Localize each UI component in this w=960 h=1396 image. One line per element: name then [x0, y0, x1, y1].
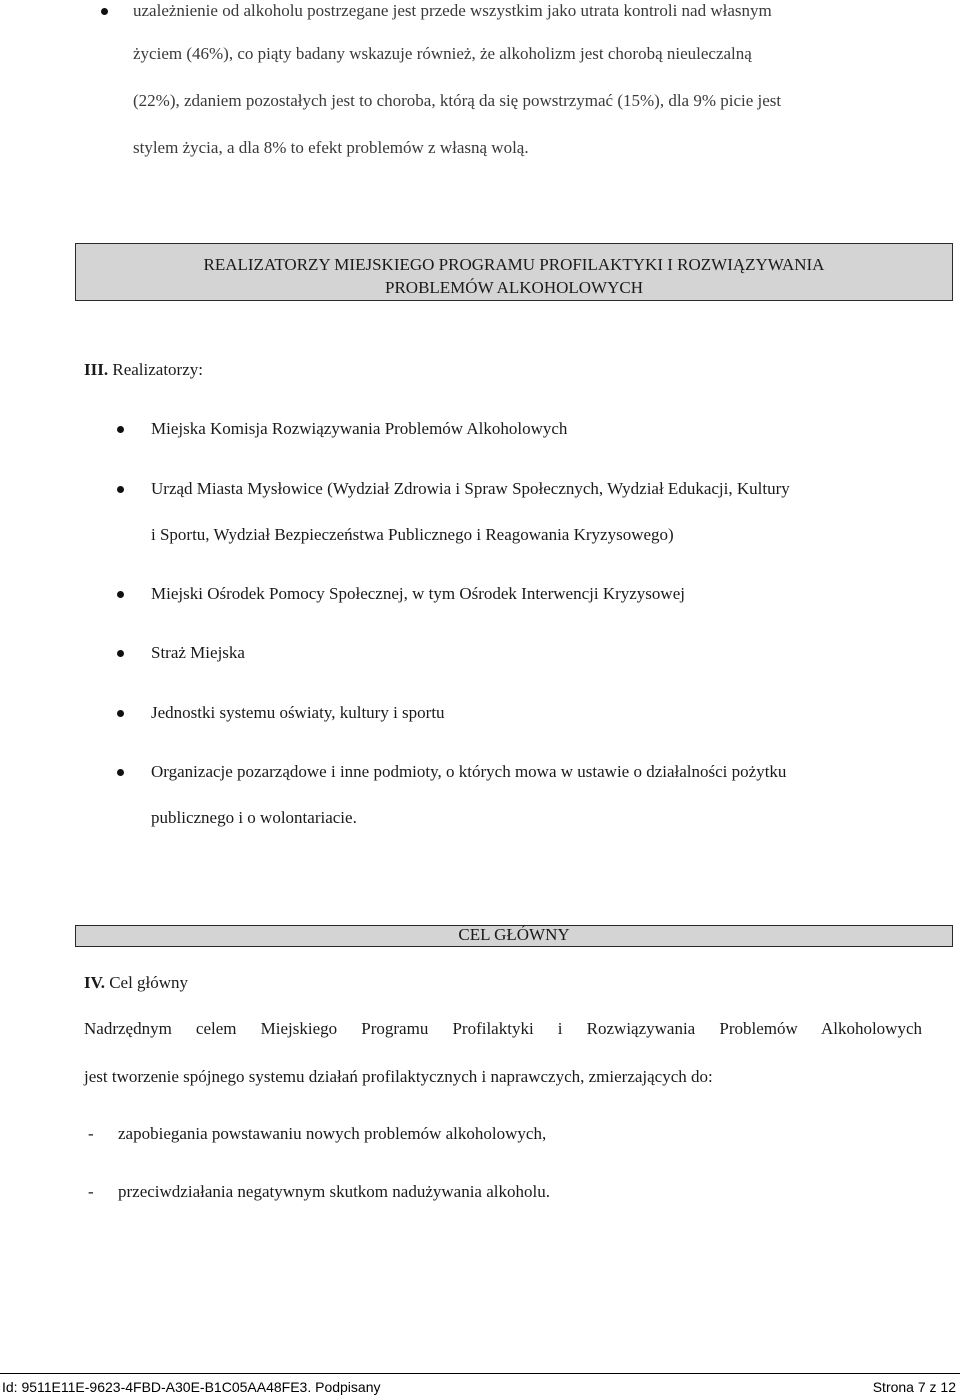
realizator-bullet-dot	[117, 426, 124, 433]
realizator-bullet-dot	[117, 769, 124, 776]
realizator-item-6-line-2: publicznego i o wolontariacie.	[151, 808, 357, 827]
realizator-bullet-dot	[117, 710, 124, 717]
section-3-number: III.	[84, 360, 109, 379]
intro-bullet-line-1: uzależnienie od alkoholu postrzegane jest przede wszystkim jako utrata kontroli nad własnym	[133, 1, 772, 20]
banner-cel-glowny-title: CEL GŁÓWNY	[458, 925, 570, 944]
intro-bullet-dot	[101, 8, 108, 15]
section-3-heading	[84, 359, 203, 381]
intro-bullet-line-4: stylem życia, a dla 8% to efekt problemów z własną wolą.	[133, 138, 529, 157]
banner-title-line-1: REALIZATORZY MIEJSKIEGO PROGRAMU PROFILAKTYKI I ROZWIĄZYWANIA	[203, 255, 825, 274]
cel-dash-marker: -	[88, 1124, 94, 1143]
cel-paragraph-line-2: jest tworzenie spójnego systemu działań profilaktycznych i naprawczych, zmierzających do:	[84, 1067, 713, 1086]
cel-dash-item-2: przeciwdziałania negatywnym skutkom nadużywania alkoholu.	[118, 1182, 550, 1201]
footer-page-number: Strona 7 z 12	[872, 1379, 956, 1395]
cel-dash-marker: -	[88, 1182, 94, 1201]
intro-bullet-line-2: życiem (46%), co piąty badany wskazuje również, że alkoholizm jest chorobą nieuleczalną	[133, 44, 752, 63]
cel-dash-item-1: zapobiegania powstawaniu nowych problemów alkoholowych,	[118, 1124, 547, 1143]
realizator-item-3: Miejski Ośrodek Pomocy Społecznej, w tym Ośrodek Interwencji Kryzysowej	[151, 584, 685, 603]
section-4-number: IV.	[84, 973, 105, 992]
realizator-item-2-line-2: i Sportu, Wydział Bezpieczeństwa Publicznego i Reagowania Kryzysowego)	[151, 525, 674, 544]
realizator-bullet-dot	[117, 486, 124, 493]
intro-bullet-line-3: (22%), zdaniem pozostałych jest to choroba, którą da się powstrzymać (15%), dla 9% picie jest	[133, 91, 782, 110]
banner-title-line-2: PROBLEMÓW ALKOHOLOWYCH	[385, 278, 643, 297]
section-banner-cel-glowny	[75, 925, 953, 947]
footer-document-id: Id: 9511E11E-9623-4FBD-A30E-B1C05AA48FE3. Podpisany	[2, 1379, 381, 1395]
realizator-bullet-dot	[117, 591, 124, 598]
realizator-item-5: Jednostki systemu oświaty, kultury i sportu	[151, 703, 445, 722]
realizator-item-2-line-1: Urząd Miasta Mysłowice (Wydział Zdrowia i Spraw Społecznych, Wydział Edukacji, Kultury	[151, 479, 790, 498]
section-banner-realizatorzy	[75, 243, 953, 301]
realizator-item-6-line-1: Organizacje pozarządowe i inne podmioty, o których mowa w ustawie o działalności pożytku	[151, 762, 787, 781]
section-4-heading	[84, 972, 188, 994]
section-4-title: Cel główny	[109, 973, 189, 992]
section-3-title: Realizatorzy:	[112, 360, 203, 379]
realizator-item-4: Straż Miejska	[151, 643, 245, 662]
realizator-item-1: Miejska Komisja Rozwiązywania Problemów Alkoholowych	[151, 419, 568, 438]
cel-paragraph-line-1: Nadrzędnym celem Miejskiego Programu Profilaktyki i Rozwiązywania Problemów Alkoholowych	[84, 1019, 922, 1038]
realizator-bullet-dot	[117, 650, 124, 657]
footer-rule	[0, 1373, 960, 1374]
